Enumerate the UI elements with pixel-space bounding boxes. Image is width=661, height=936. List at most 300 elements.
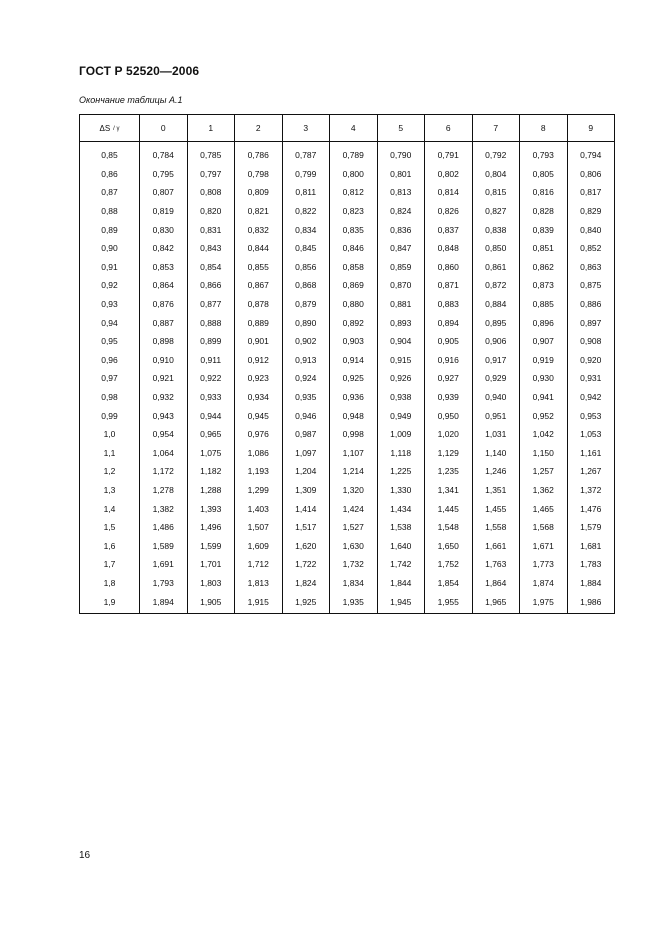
table-cell: 0,813 — [377, 183, 425, 202]
table-row — [80, 239, 615, 258]
table-cell: 1,517 — [282, 518, 330, 537]
table-row — [80, 499, 615, 518]
table-cell: 1,701 — [187, 555, 235, 574]
table-row — [80, 555, 615, 574]
table-cell: 0,926 — [377, 369, 425, 388]
row-label: 0,87 — [80, 183, 140, 202]
table-cell: 0,952 — [520, 406, 568, 425]
table-cell: 0,837 — [425, 220, 473, 239]
table-cell: 1,009 — [377, 425, 425, 444]
table-cell: 0,853 — [140, 258, 188, 277]
table-cell: 0,916 — [425, 351, 473, 370]
table-cell: 0,815 — [472, 183, 520, 202]
table-cell: 1,225 — [377, 462, 425, 481]
row-label: 1,2 — [80, 462, 140, 481]
table-cell: 0,912 — [235, 351, 283, 370]
table-cell: 1,935 — [330, 592, 378, 613]
table-cell: 1,465 — [520, 499, 568, 518]
table-cell: 0,941 — [520, 388, 568, 407]
table-cell: 1,455 — [472, 499, 520, 518]
table-cell: 1,589 — [140, 536, 188, 555]
table-cell: 0,824 — [377, 202, 425, 221]
column-header: 1 — [187, 115, 235, 142]
table-cell: 0,943 — [140, 406, 188, 425]
table-cell: 0,827 — [472, 202, 520, 221]
table-cell: 0,812 — [330, 183, 378, 202]
table-header — [80, 115, 615, 142]
table-row — [80, 351, 615, 370]
table-cell: 1,671 — [520, 536, 568, 555]
table-cell: 0,945 — [235, 406, 283, 425]
row-label: 0,97 — [80, 369, 140, 388]
table-cell: 0,925 — [330, 369, 378, 388]
table-cell: 1,214 — [330, 462, 378, 481]
table-cell: 1,538 — [377, 518, 425, 537]
table-cell: 1,309 — [282, 481, 330, 500]
table-cell: 0,877 — [187, 295, 235, 314]
table-cell: 0,910 — [140, 351, 188, 370]
table-cell: 0,931 — [567, 369, 615, 388]
table-cell: 0,897 — [567, 313, 615, 332]
column-header: 5 — [377, 115, 425, 142]
table-cell: 0,835 — [330, 220, 378, 239]
table-cell: 0,831 — [187, 220, 235, 239]
table-cell: 0,805 — [520, 165, 568, 184]
table-cell: 0,915 — [377, 351, 425, 370]
table-row — [80, 481, 615, 500]
table-cell: 1,813 — [235, 574, 283, 593]
table-cell: 0,834 — [282, 220, 330, 239]
table-cell: 0,832 — [235, 220, 283, 239]
table-cell: 1,086 — [235, 444, 283, 463]
table-cell: 1,042 — [520, 425, 568, 444]
table-cell: 0,938 — [377, 388, 425, 407]
table-cell: 0,845 — [282, 239, 330, 258]
table-cell: 0,790 — [377, 142, 425, 165]
header-cell-delta-s — [80, 115, 140, 142]
column-header: 8 — [520, 115, 568, 142]
table-cell: 1,681 — [567, 536, 615, 555]
table-cell: 0,802 — [425, 165, 473, 184]
table-cell: 1,351 — [472, 481, 520, 500]
row-label: 1,7 — [80, 555, 140, 574]
table-cell: 0,839 — [520, 220, 568, 239]
table-row — [80, 536, 615, 555]
row-label: 0,95 — [80, 332, 140, 351]
table-cell: 0,906 — [472, 332, 520, 351]
header-delta-s-sub: / γ — [113, 125, 120, 132]
table-cell: 0,784 — [140, 142, 188, 165]
table-cell: 1,854 — [425, 574, 473, 593]
table-cell: 1,975 — [520, 592, 568, 613]
table-cell: 0,856 — [282, 258, 330, 277]
table-cell: 0,871 — [425, 276, 473, 295]
table-cell: 1,722 — [282, 555, 330, 574]
table-cell: 0,880 — [330, 295, 378, 314]
table-cell: 0,806 — [567, 165, 615, 184]
table-cell: 0,895 — [472, 313, 520, 332]
table-cell: 0,940 — [472, 388, 520, 407]
table-cell: 1,445 — [425, 499, 473, 518]
table-cell: 0,851 — [520, 239, 568, 258]
table-cell: 0,917 — [472, 351, 520, 370]
table-row — [80, 332, 615, 351]
table-cell: 1,414 — [282, 499, 330, 518]
header-delta-s-label: ΔS — [99, 123, 111, 133]
table-cell: 0,876 — [140, 295, 188, 314]
table-cell: 0,814 — [425, 183, 473, 202]
table-row — [80, 388, 615, 407]
table-cell: 1,476 — [567, 499, 615, 518]
table-cell: 0,829 — [567, 202, 615, 221]
table-cell: 0,914 — [330, 351, 378, 370]
table-cell: 0,935 — [282, 388, 330, 407]
table-cell: 0,953 — [567, 406, 615, 425]
table-cell: 1,150 — [520, 444, 568, 463]
row-label: 0,96 — [80, 351, 140, 370]
column-header: 0 — [140, 115, 188, 142]
table-cell: 0,919 — [520, 351, 568, 370]
table-caption: Окончание таблицы А.1 — [79, 95, 183, 105]
table-cell: 1,527 — [330, 518, 378, 537]
table-cell: 0,838 — [472, 220, 520, 239]
table-row — [80, 142, 615, 165]
table-cell: 0,789 — [330, 142, 378, 165]
table-cell: 1,246 — [472, 462, 520, 481]
table-cell: 1,824 — [282, 574, 330, 593]
table-cell: 0,885 — [520, 295, 568, 314]
table-cell: 0,875 — [567, 276, 615, 295]
table-cell: 0,858 — [330, 258, 378, 277]
table-cell: 0,843 — [187, 239, 235, 258]
table-cell: 1,884 — [567, 574, 615, 593]
table-cell: 0,949 — [377, 406, 425, 425]
table-cell: 0,799 — [282, 165, 330, 184]
table-cell: 1,278 — [140, 481, 188, 500]
table-cell: 0,864 — [140, 276, 188, 295]
table-cell: 0,921 — [140, 369, 188, 388]
table-row — [80, 425, 615, 444]
table-cell: 0,911 — [187, 351, 235, 370]
table-cell: 0,860 — [425, 258, 473, 277]
table-cell: 0,850 — [472, 239, 520, 258]
table-cell: 1,965 — [472, 592, 520, 613]
table-cell: 1,288 — [187, 481, 235, 500]
table-cell: 1,732 — [330, 555, 378, 574]
table-cell: 0,807 — [140, 183, 188, 202]
table-cell: 1,140 — [472, 444, 520, 463]
table-cell: 0,869 — [330, 276, 378, 295]
table-cell: 1,486 — [140, 518, 188, 537]
table-cell: 1,620 — [282, 536, 330, 555]
table-cell: 0,794 — [567, 142, 615, 165]
table-cell: 0,826 — [425, 202, 473, 221]
table-cell: 0,798 — [235, 165, 283, 184]
table-cell: 1,434 — [377, 499, 425, 518]
page-number: 16 — [79, 850, 91, 861]
table-cell: 1,330 — [377, 481, 425, 500]
table-cell: 0,902 — [282, 332, 330, 351]
table-cell: 1,118 — [377, 444, 425, 463]
table-cell: 0,896 — [520, 313, 568, 332]
table-cell: 0,892 — [330, 313, 378, 332]
table-cell: 0,804 — [472, 165, 520, 184]
row-label: 0,90 — [80, 239, 140, 258]
row-label: 0,86 — [80, 165, 140, 184]
table-row — [80, 258, 615, 277]
table-cell: 1,382 — [140, 499, 188, 518]
table-cell: 1,803 — [187, 574, 235, 593]
table-cell: 1,986 — [567, 592, 615, 613]
table-cell: 0,936 — [330, 388, 378, 407]
table-row — [80, 276, 615, 295]
table-cell: 0,951 — [472, 406, 520, 425]
table-cell: 0,939 — [425, 388, 473, 407]
table-cell: 0,808 — [187, 183, 235, 202]
table-cell: 0,872 — [472, 276, 520, 295]
table-cell: 1,955 — [425, 592, 473, 613]
table-cell: 0,881 — [377, 295, 425, 314]
table-cell: 0,852 — [567, 239, 615, 258]
table-row — [80, 462, 615, 481]
table-cell: 1,053 — [567, 425, 615, 444]
table-cell: 1,204 — [282, 462, 330, 481]
table-cell: 0,886 — [567, 295, 615, 314]
table-cell: 0,924 — [282, 369, 330, 388]
table-cell: 0,830 — [140, 220, 188, 239]
table-cell: 1,161 — [567, 444, 615, 463]
table-cell: 1,393 — [187, 499, 235, 518]
row-label: 0,92 — [80, 276, 140, 295]
table-cell: 0,976 — [235, 425, 283, 444]
table-cell: 1,031 — [472, 425, 520, 444]
table-cell: 1,372 — [567, 481, 615, 500]
table-row — [80, 202, 615, 221]
row-label: 0,94 — [80, 313, 140, 332]
table-cell: 1,742 — [377, 555, 425, 574]
table-cell: 1,834 — [330, 574, 378, 593]
table-row — [80, 183, 615, 202]
table-row — [80, 518, 615, 537]
table-cell: 0,920 — [567, 351, 615, 370]
table-cell: 1,579 — [567, 518, 615, 537]
table-cell: 0,932 — [140, 388, 188, 407]
table-cell: 0,855 — [235, 258, 283, 277]
table-cell: 0,801 — [377, 165, 425, 184]
table-cell: 1,568 — [520, 518, 568, 537]
header-row — [80, 115, 615, 142]
table-cell: 0,863 — [567, 258, 615, 277]
table-cell: 0,965 — [187, 425, 235, 444]
table-row — [80, 369, 615, 388]
column-header: 2 — [235, 115, 283, 142]
table-cell: 0,884 — [472, 295, 520, 314]
table-cell: 1,097 — [282, 444, 330, 463]
table-cell: 0,846 — [330, 239, 378, 258]
table-cell: 0,791 — [425, 142, 473, 165]
table-cell: 1,299 — [235, 481, 283, 500]
table-cell: 0,792 — [472, 142, 520, 165]
table-cell: 0,870 — [377, 276, 425, 295]
row-label: 1,5 — [80, 518, 140, 537]
table-cell: 0,809 — [235, 183, 283, 202]
row-label: 0,88 — [80, 202, 140, 221]
table-cell: 0,868 — [282, 276, 330, 295]
column-header: 3 — [282, 115, 330, 142]
table-row — [80, 592, 615, 613]
table-cell: 0,786 — [235, 142, 283, 165]
table-cell: 0,811 — [282, 183, 330, 202]
table-cell: 0,908 — [567, 332, 615, 351]
table-cell: 0,867 — [235, 276, 283, 295]
table-cell: 0,883 — [425, 295, 473, 314]
row-label: 1,9 — [80, 592, 140, 613]
table-cell: 1,712 — [235, 555, 283, 574]
table-cell: 0,887 — [140, 313, 188, 332]
table-cell: 0,842 — [140, 239, 188, 258]
table-row — [80, 313, 615, 332]
table-cell: 0,905 — [425, 332, 473, 351]
table-cell: 0,821 — [235, 202, 283, 221]
table-cell: 0,893 — [377, 313, 425, 332]
table-row — [80, 220, 615, 239]
table-cell: 0,903 — [330, 332, 378, 351]
table-cell: 0,823 — [330, 202, 378, 221]
table-cell: 1,193 — [235, 462, 283, 481]
table-cell: 0,987 — [282, 425, 330, 444]
table-row — [80, 295, 615, 314]
table-cell: 0,888 — [187, 313, 235, 332]
table-cell: 1,107 — [330, 444, 378, 463]
table-cell: 1,235 — [425, 462, 473, 481]
table-cell: 1,661 — [472, 536, 520, 555]
table-cell: 0,934 — [235, 388, 283, 407]
table-cell: 0,898 — [140, 332, 188, 351]
table-cell: 0,950 — [425, 406, 473, 425]
row-label: 0,85 — [80, 142, 140, 165]
table-cell: 0,820 — [187, 202, 235, 221]
table-cell: 0,861 — [472, 258, 520, 277]
table-cell: 1,558 — [472, 518, 520, 537]
table-cell: 1,752 — [425, 555, 473, 574]
column-header: 4 — [330, 115, 378, 142]
table-cell: 0,848 — [425, 239, 473, 258]
table-cell: 0,954 — [140, 425, 188, 444]
table-cell: 0,942 — [567, 388, 615, 407]
table-cell: 1,548 — [425, 518, 473, 537]
table-cell: 1,844 — [377, 574, 425, 593]
table-cell: 0,899 — [187, 332, 235, 351]
table-row — [80, 444, 615, 463]
row-label: 0,99 — [80, 406, 140, 425]
table-cell: 1,915 — [235, 592, 283, 613]
column-header: 9 — [567, 115, 615, 142]
row-label: 0,93 — [80, 295, 140, 314]
table-cell: 1,783 — [567, 555, 615, 574]
table-cell: 0,816 — [520, 183, 568, 202]
table-cell: 1,864 — [472, 574, 520, 593]
table-cell: 0,944 — [187, 406, 235, 425]
table-cell: 1,320 — [330, 481, 378, 500]
column-header: 7 — [472, 115, 520, 142]
table-cell: 0,828 — [520, 202, 568, 221]
table-cell: 1,650 — [425, 536, 473, 555]
table-cell: 0,785 — [187, 142, 235, 165]
table-row — [80, 574, 615, 593]
table-cell: 0,923 — [235, 369, 283, 388]
table-cell: 1,172 — [140, 462, 188, 481]
table-cell: 0,847 — [377, 239, 425, 258]
table-cell: 1,182 — [187, 462, 235, 481]
row-label: 0,98 — [80, 388, 140, 407]
table-cell: 0,894 — [425, 313, 473, 332]
table-row — [80, 406, 615, 425]
table-cell: 0,907 — [520, 332, 568, 351]
row-label: 1,3 — [80, 481, 140, 500]
row-label: 0,89 — [80, 220, 140, 239]
table-cell: 1,064 — [140, 444, 188, 463]
table-cell: 0,859 — [377, 258, 425, 277]
table-cell: 0,901 — [235, 332, 283, 351]
table-cell: 0,873 — [520, 276, 568, 295]
table-cell: 1,129 — [425, 444, 473, 463]
table-cell: 1,599 — [187, 536, 235, 555]
table-cell: 1,894 — [140, 592, 188, 613]
table-cell: 0,844 — [235, 239, 283, 258]
table-body — [80, 142, 615, 614]
table-cell: 0,946 — [282, 406, 330, 425]
table-cell: 0,930 — [520, 369, 568, 388]
table-cell: 1,267 — [567, 462, 615, 481]
table-cell: 0,904 — [377, 332, 425, 351]
table-cell: 0,922 — [187, 369, 235, 388]
table-cell: 1,630 — [330, 536, 378, 555]
table-cell: 0,913 — [282, 351, 330, 370]
table-cell: 0,927 — [425, 369, 473, 388]
document-header: ГОСТ Р 52520—2006 — [79, 64, 200, 78]
table-cell: 0,793 — [520, 142, 568, 165]
table-cell: 0,854 — [187, 258, 235, 277]
table-cell: 1,925 — [282, 592, 330, 613]
table-cell: 1,075 — [187, 444, 235, 463]
table-cell: 0,929 — [472, 369, 520, 388]
table-container — [79, 114, 614, 614]
table-row — [80, 165, 615, 184]
table-cell: 0,890 — [282, 313, 330, 332]
table-cell: 0,787 — [282, 142, 330, 165]
table-cell: 0,836 — [377, 220, 425, 239]
column-header: 6 — [425, 115, 473, 142]
table-cell: 0,866 — [187, 276, 235, 295]
table-cell: 0,879 — [282, 295, 330, 314]
table-cell: 1,763 — [472, 555, 520, 574]
table-cell: 0,840 — [567, 220, 615, 239]
table-cell: 1,257 — [520, 462, 568, 481]
row-label: 1,1 — [80, 444, 140, 463]
table-cell: 0,822 — [282, 202, 330, 221]
table-cell: 1,905 — [187, 592, 235, 613]
table-cell: 0,800 — [330, 165, 378, 184]
row-label: 0,91 — [80, 258, 140, 277]
data-table — [79, 114, 615, 614]
table-cell: 1,609 — [235, 536, 283, 555]
table-cell: 1,640 — [377, 536, 425, 555]
table-cell: 0,878 — [235, 295, 283, 314]
table-cell: 0,797 — [187, 165, 235, 184]
table-cell: 0,817 — [567, 183, 615, 202]
table-cell: 0,889 — [235, 313, 283, 332]
row-label: 1,0 — [80, 425, 140, 444]
